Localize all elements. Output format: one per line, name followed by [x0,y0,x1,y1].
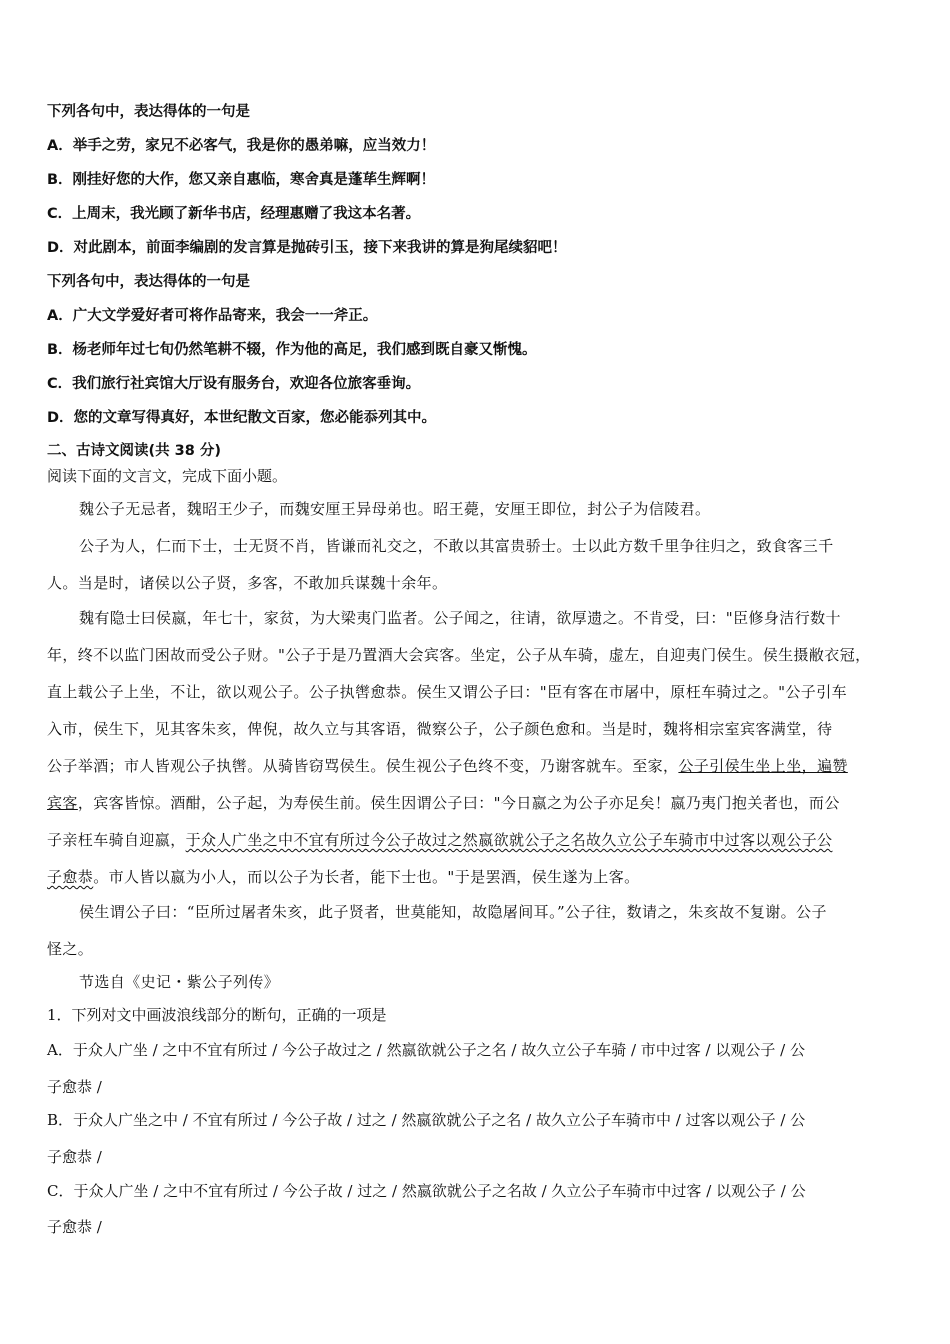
passage-line: 人。当是时，诸侯以公子贤，多客，不敢加兵谋魏十余年。 [47,574,448,592]
section-heading: 二、古诗文阅读(共 38 分) [47,443,222,459]
question-stem: 下列各句中，表达得体的一句是 [47,104,250,120]
option-a: A．广大文学爱好者可将作品寄来，我会一一斧正。 [47,308,378,324]
passage-line: 入市，侯生下，见其客朱亥，俾倪，故久立与其客语，微察公子，公子颜色愈和。当是时，魏将相宗室宾客满堂，待 [47,720,833,738]
option-d: D．对此剧本，前面李编剧的发言算是抛砖引玉，接下来我讲的算是狗尾续貂吧！ [47,240,567,256]
passage-line: 怪之。 [47,940,94,958]
passage-paragraph: 魏有隐士曰侯嬴，年七十，家贫，为大梁夷门监者。公子闻之，往请，欲厚遗之。不肯受，曰："臣修身洁行数十 [79,609,841,627]
option-c: C．我们旅行社宾馆大厅设有服务台，欢迎各位旅客垂询。 [47,376,421,392]
option-a-cont: 子愈恭 / [47,1078,102,1096]
option-b: B．杨老师年过七旬仍然笔耕不辍，作为他的高足，我们感到既自豪又惭愧。 [47,342,537,358]
passage-text: ，宾客皆惊。酒酣，公子起，为寿侯生前。侯生因谓公子曰："今日嬴之为公子亦足矣！嬴乃夷门抱关者也，而公 [77,794,840,812]
wavy-underlined-phrase: 子愈恭 [47,868,94,886]
passage-source: 节选自《史记・紫公子列传》 [79,973,280,991]
underlined-phrase: 宾客 [47,794,78,812]
option-a: A．举手之劳，家兄不必客气，我是你的愚弟嘛，应当效力！ [47,138,436,154]
question-stem: 1．下列对文中画波浪线部分的断句，正确的一项是 [47,1006,387,1024]
passage-text: 公子举酒；市人皆观公子执辔。从骑皆窃骂侯生。侯生视公子色终不变，乃谢客就车。至家， [47,757,679,775]
option-c-cont: 子愈恭 / [47,1218,102,1236]
passage-text: 子亲枉车骑自迎嬴， [47,831,186,849]
underlined-phrase: 公子引侯生坐上坐，遍赞 [678,757,848,775]
passage-line [47,867,640,887]
question-stem: 下列各句中，表达得体的一句是 [47,274,250,290]
option-c: C．上周末，我光顾了新华书店，经理惠赠了我这本名著。 [47,206,421,222]
option-a: A．于众人广坐 / 之中不宜有所过 / 今公子故过之 / 然嬴欲就公子之名 / 故久立公子车骑 / 市中过客 / 以观公子 / 公 [47,1041,805,1059]
option-b: B．刚挂好您的大作，您又亲自惠临，寒舍真是蓬荜生辉啊！ [47,172,436,188]
option-b-cont: 子愈恭 / [47,1148,102,1166]
passage-line [47,793,840,813]
passage-line: 直上载公子上坐，不让，欲以观公子。公子执辔愈恭。侯生又谓公子曰："臣有客在市屠中，原枉车骑过之。"公子引车 [47,683,848,701]
passage-line [47,830,832,850]
passage-paragraph: 公子为人，仁而下士，士无贤不肖，皆谦而礼交之，不敢以其富贵骄士。士以此方数千里争往归之，致食客三千 [79,537,834,555]
passage-paragraph: 侯生谓公子曰：“臣所过屠者朱亥，此子贤者，世莫能知，故隐屠间耳。”公子往，数请之，朱亥故不复谢。公子 [79,903,827,921]
passage-text: 。市人皆以嬴为小人，而以公子为长者，能下士也。"于是罢酒，侯生遂为上客。 [93,868,640,886]
wavy-underlined-phrase: 于众人广坐之中不宜有所过今公子故过之然嬴欲就公子之名故久立公子车骑市中过客以观公子公 [185,831,833,849]
passage-paragraph: 魏公子无忌者，魏昭王少子，而魏安厘王异母弟也。昭王薨，安厘王即位，封公子为信陵君。 [79,500,711,518]
option-d: D．您的文章写得真好，本世纪散文百家，您必能忝列其中。 [47,410,437,426]
option-b: B．于众人广坐之中 / 不宜有所过 / 今公子故 / 过之 / 然嬴欲就公子之名 / 故久立公子车骑市中 / 过客以观公子 / 公 [47,1111,806,1129]
section-instruction: 阅读下面的文言文，完成下面小题。 [47,467,288,485]
passage-line [47,756,848,776]
passage-line: 年，终不以监门困故而受公子财。"公子于是乃置酒大会宾客。坐定，公子从车骑，虚左，自迎夷门侯生。侯生摄敝衣冠， [47,646,871,664]
option-c: C．于众人广坐 / 之中不宜有所过 / 今公子故 / 过之 / 然嬴欲就公子之名故 / 久立公子车骑市中过客 / 以观公子 / 公 [47,1182,806,1200]
